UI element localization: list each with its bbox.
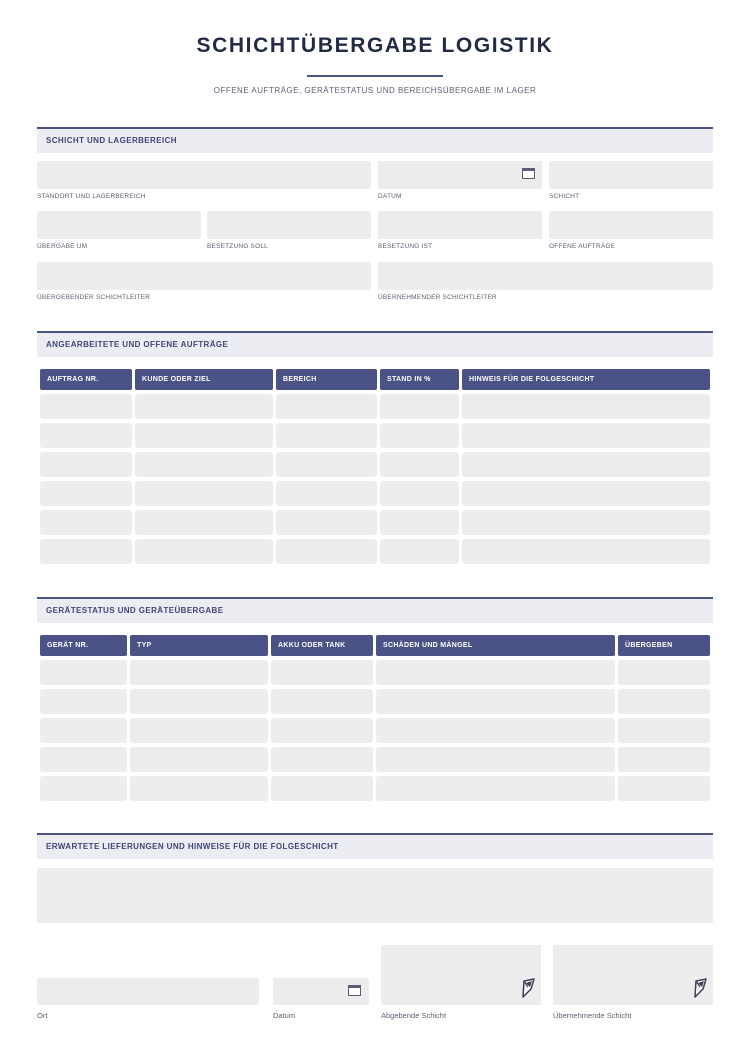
- table-cell[interactable]: [40, 718, 127, 743]
- table-cell[interactable]: [271, 718, 373, 743]
- table-cell[interactable]: [276, 452, 377, 477]
- ort-label: Ort: [37, 1011, 48, 1020]
- besetzung-ist-label: BESETZUNG IST: [378, 243, 433, 250]
- table-cell[interactable]: [462, 510, 710, 535]
- table-header: TYP: [130, 635, 268, 656]
- table-cell[interactable]: [618, 660, 710, 685]
- section-heading-auftraege: ANGEARBEITETE UND OFFENE AUFTRÄGE: [37, 331, 713, 357]
- table-header: AUFTRAG NR.: [40, 369, 132, 390]
- abgebende-signature-field[interactable]: [381, 945, 541, 1005]
- table-cell[interactable]: [271, 660, 373, 685]
- table-cell[interactable]: [130, 660, 268, 685]
- table-cell[interactable]: [462, 539, 710, 564]
- section-heading-geraete: GERÄTESTATUS UND GERÄTEÜBERGABE: [37, 597, 713, 623]
- pen-icon: [693, 977, 707, 999]
- table-cell[interactable]: [462, 481, 710, 506]
- page-subtitle: OFFENE AUFTRÄGE, GERÄTESTATUS UND BEREICHSÜBERGABE IM LAGER: [213, 86, 537, 95]
- table-cell[interactable]: [40, 747, 127, 772]
- table-cell[interactable]: [380, 423, 459, 448]
- table-cell[interactable]: [135, 394, 273, 419]
- table-header: GERÄT NR.: [40, 635, 127, 656]
- pen-icon: [521, 977, 535, 999]
- datum-field[interactable]: [378, 161, 542, 189]
- table-cell[interactable]: [40, 423, 132, 448]
- besetzung-ist-field[interactable]: [378, 211, 542, 239]
- table-cell[interactable]: [462, 423, 710, 448]
- table-cell[interactable]: [376, 689, 615, 714]
- table-header: KUNDE ODER ZIEL: [135, 369, 273, 390]
- table-cell[interactable]: [130, 747, 268, 772]
- uebergebender-label: ÜBERGEBENDER SCHICHTLEITER: [37, 294, 151, 301]
- table-cell[interactable]: [376, 660, 615, 685]
- table-cell[interactable]: [276, 481, 377, 506]
- table-cell[interactable]: [130, 689, 268, 714]
- abgebende-label: Abgebende Schicht: [381, 1011, 447, 1020]
- uebernehmender-label: ÜBERNEHMENDER SCHICHTLEITER: [378, 294, 497, 301]
- besetzung-soll-label: BESETZUNG SOLL: [207, 243, 268, 250]
- table-cell[interactable]: [135, 539, 273, 564]
- table-header: BEREICH: [276, 369, 377, 390]
- uebernehmende-label: Übernehmende Schicht: [553, 1011, 632, 1020]
- table-cell[interactable]: [380, 510, 459, 535]
- schicht-label: SCHICHT: [549, 193, 580, 200]
- page-title: SCHICHTÜBERGABE LOGISTIK: [196, 34, 554, 57]
- table-header: SCHÄDEN UND MÄNGEL: [376, 635, 615, 656]
- table-cell[interactable]: [618, 689, 710, 714]
- table-cell[interactable]: [135, 481, 273, 506]
- table-cell[interactable]: [130, 776, 268, 801]
- table-cell[interactable]: [618, 776, 710, 801]
- signature-datum-label: Datum: [273, 1011, 296, 1020]
- signature-datum-field[interactable]: [273, 978, 369, 1005]
- lieferungen-notes-field[interactable]: [37, 868, 713, 923]
- standort-label: STANDORT UND LAGERBEREICH: [37, 193, 146, 200]
- table-cell[interactable]: [462, 394, 710, 419]
- ort-field[interactable]: [37, 978, 259, 1005]
- table-cell[interactable]: [135, 510, 273, 535]
- offene-auftraege-label: OFFENE AUFTRÄGE: [549, 243, 616, 250]
- table-cell[interactable]: [40, 776, 127, 801]
- section-heading-lieferungen: ERWARTETE LIEFERUNGEN UND HINWEISE FÜR DIE FOLGESCHICHT: [37, 833, 713, 859]
- uebergabe-um-label: ÜBERGABE UM: [37, 243, 88, 250]
- table-cell[interactable]: [40, 539, 132, 564]
- table-cell[interactable]: [40, 394, 132, 419]
- table-cell[interactable]: [271, 689, 373, 714]
- table-cell[interactable]: [276, 510, 377, 535]
- table-cell[interactable]: [380, 452, 459, 477]
- table-cell[interactable]: [130, 718, 268, 743]
- table-cell[interactable]: [276, 423, 377, 448]
- besetzung-soll-field[interactable]: [207, 211, 371, 239]
- table-cell[interactable]: [271, 776, 373, 801]
- table-cell[interactable]: [40, 510, 132, 535]
- schicht-field[interactable]: [549, 161, 713, 189]
- table-cell[interactable]: [618, 747, 710, 772]
- uebergebender-field[interactable]: [37, 262, 371, 290]
- calendar-icon[interactable]: [522, 168, 535, 179]
- table-cell[interactable]: [135, 423, 273, 448]
- table-header: AKKU ODER TANK: [271, 635, 373, 656]
- table-cell[interactable]: [276, 539, 377, 564]
- table-cell[interactable]: [40, 660, 127, 685]
- table-cell[interactable]: [462, 452, 710, 477]
- title-divider: [307, 75, 443, 77]
- calendar-icon[interactable]: [348, 985, 361, 996]
- offene-auftraege-field[interactable]: [549, 211, 713, 239]
- table-cell[interactable]: [40, 452, 132, 477]
- table-header: ÜBERGEBEN: [618, 635, 710, 656]
- table-cell[interactable]: [380, 481, 459, 506]
- uebernehmender-field[interactable]: [378, 262, 713, 290]
- section-heading-schicht: SCHICHT UND LAGERBEREICH: [37, 127, 713, 153]
- table-cell[interactable]: [135, 452, 273, 477]
- table-cell[interactable]: [276, 394, 377, 419]
- table-cell[interactable]: [376, 718, 615, 743]
- table-cell[interactable]: [380, 539, 459, 564]
- table-cell[interactable]: [618, 718, 710, 743]
- datum-label: DATUM: [378, 193, 402, 200]
- table-cell[interactable]: [40, 481, 132, 506]
- table-cell[interactable]: [380, 394, 459, 419]
- table-header: STAND IN %: [380, 369, 459, 390]
- table-header: HINWEIS FÜR DIE FOLGESCHICHT: [462, 369, 710, 390]
- uebernehmende-signature-field[interactable]: [553, 945, 713, 1005]
- table-cell[interactable]: [40, 689, 127, 714]
- standort-field[interactable]: [37, 161, 371, 189]
- uebergabe-um-field[interactable]: [37, 211, 201, 239]
- table-cell[interactable]: [376, 776, 615, 801]
- table-cell[interactable]: [271, 747, 373, 772]
- table-cell[interactable]: [376, 747, 615, 772]
